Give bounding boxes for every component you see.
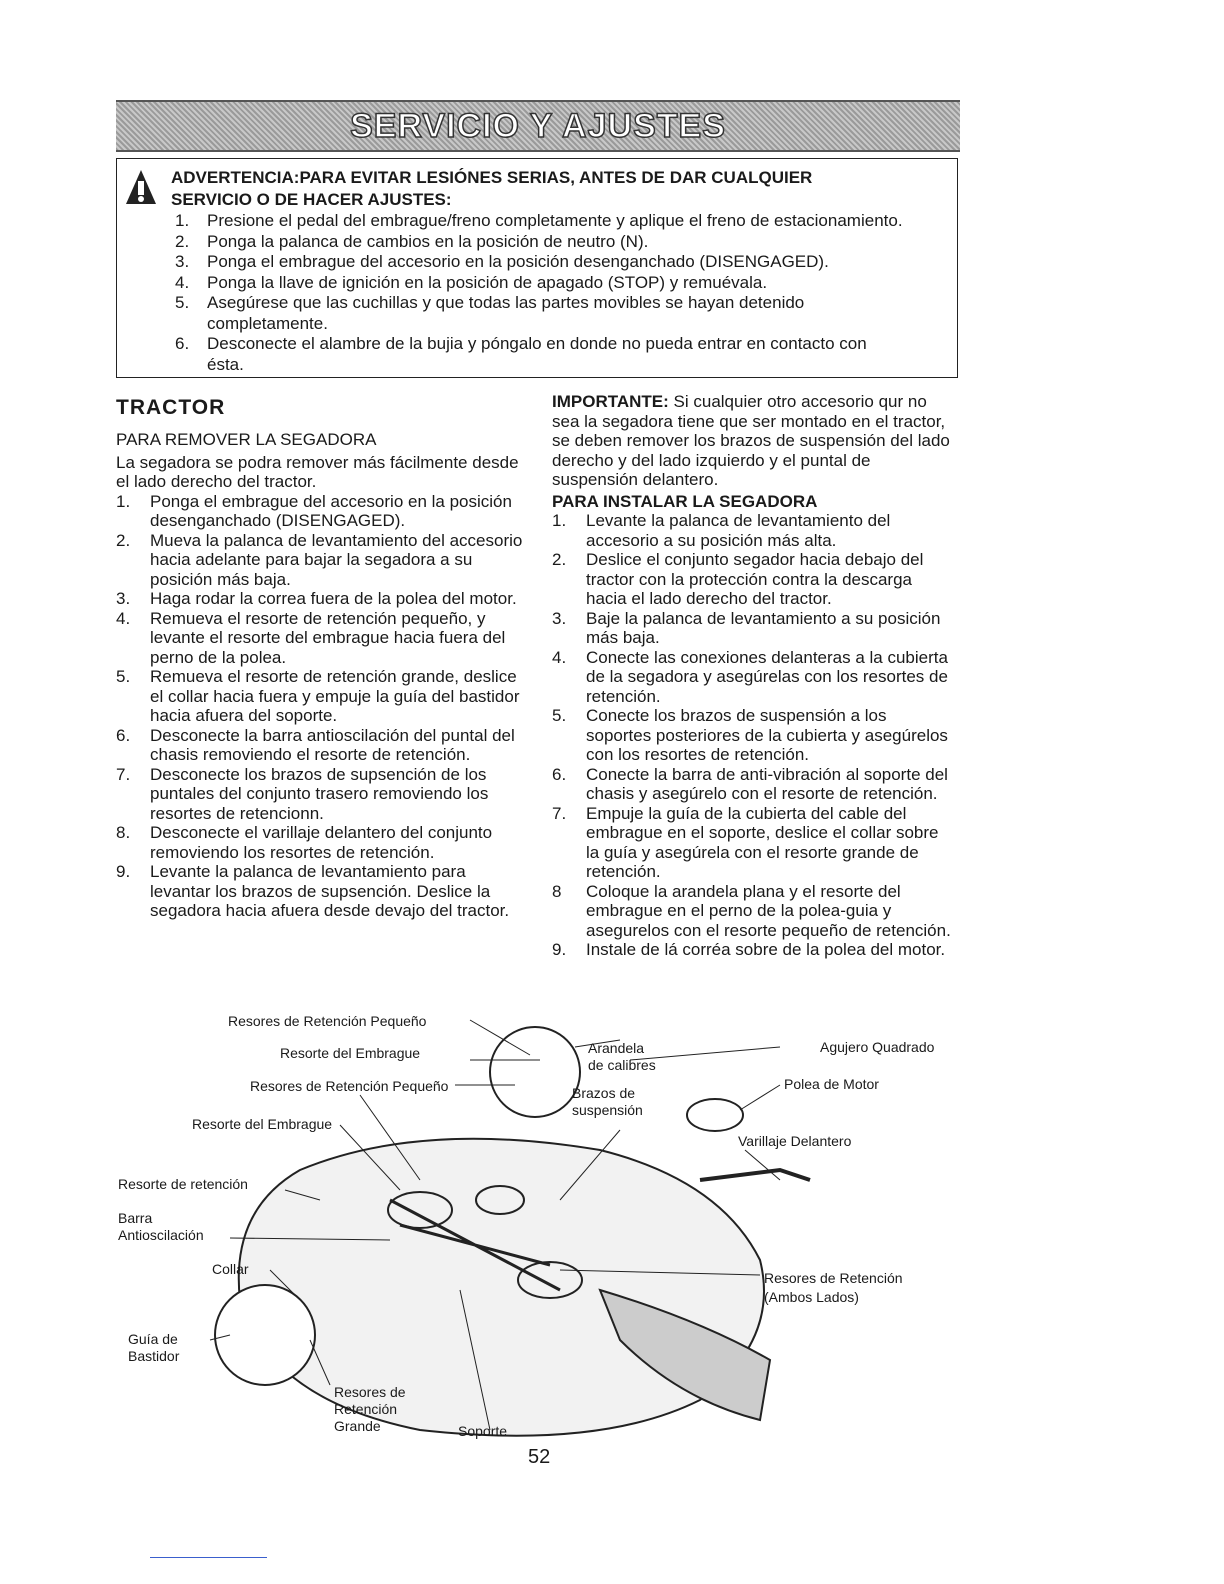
label-arandela: Arandela (588, 1040, 645, 1056)
item-text: Remueva el resorte de retención pequeño, y levante el resorte del embrague hacia fuera del perno de la polea. (150, 608, 506, 667)
item-number: 6. (116, 725, 131, 745)
item-text: Empuje la guía de la cubierta del cable del embrague en el soporte, deslice el collar sobre la guía y asegúrela con el resorte grande de retención. (586, 803, 939, 881)
item-text: Asegúrese que las cuchillas y que todas las partes movibles se hayan detenido completamente. (207, 293, 805, 333)
item-number: 3. (552, 608, 567, 628)
item-number: 2. (175, 231, 190, 251)
item-text: Ponga el embrague del accesorio en la posición desenganchado (DISENGAGED). (207, 252, 829, 271)
item-text: Ponga la llave de ignición en la posición de apagado (STOP) y remuévala. (207, 272, 768, 292)
item-number: 2. (116, 530, 131, 550)
section-title: SERVICIO Y AJUSTES (350, 106, 726, 145)
item-number: 4. (175, 272, 190, 292)
item-number: 5. (116, 667, 131, 686)
label-resores-grande: Grande (334, 1418, 381, 1434)
label-bastidor: Bastidor (128, 1348, 180, 1364)
label-resores-ambos: (Ambos Lados) (764, 1289, 859, 1305)
label-brazos: suspensión (572, 1102, 643, 1118)
label-brazos: Brazos de (572, 1085, 636, 1101)
item-number: 5. (175, 293, 190, 312)
item-text: Conecte las conexiones delanteras a la cubierta de la segadora y asegúrelas con los resortes de retención. (586, 647, 948, 706)
page-number: 52 (528, 1446, 551, 1468)
item-number: 1. (116, 491, 131, 511)
item-text: Coloque la arandela plana y el resorte del embrague en el perno de la polea-guia y asegurelos con el resorte pequeño de retención. (586, 881, 951, 940)
label-resorte-retencion: Resorte de retención (118, 1176, 248, 1192)
subheading: PARA REMOVER LA SEGADORA (116, 430, 377, 449)
item-number: 5. (552, 706, 567, 725)
label-resores-pequeno: Resores de Retención Pequeño (250, 1078, 449, 1094)
important-label: IMPORTANTE: (552, 392, 669, 411)
item-text: Desconecte la barra antioscilación del puntal del chasis removiendo el resorte de retención. (150, 725, 515, 764)
item-text: Desconecte el alambre de la bujia y póngalo en donde no pueda entrar en contacto con ésta. (207, 334, 867, 374)
item-text: Presione el pedal del embrague/freno completamente y aplique el freno de estacionamiento. (207, 211, 903, 230)
section-heading: TRACTOR (116, 396, 226, 419)
label-arandela: de calibres (588, 1057, 656, 1073)
item-text: Ponga la palanca de cambios en la posición de neutro (N). (207, 231, 649, 251)
item-number: 8. (116, 823, 131, 842)
item-text: Haga rodar la correa fuera de la polea del motor. (150, 589, 517, 608)
label-resores-grande: Resores de (334, 1384, 406, 1400)
item-text: Remueva el resorte de retención grande, deslice el collar hacia fuera y empuje la guía del bastidor hacia afuera del soporte. (150, 667, 520, 725)
important-text: Si cualquier otro accesorio qur no sea la segadora tiene que ser montado en el tractor, se deben remover los brazos de suspensión del lado derecho y del lado izquierdo y el puntal de suspensión delantero. (552, 392, 950, 489)
item-number: 3. (116, 589, 131, 608)
label-guia: Guía de (128, 1331, 178, 1347)
item-text: Instale de lá corréa sobre de la polea del motor. (586, 940, 946, 959)
item-text: Desconecte los brazos de supsención de los puntales del conjunto trasero removiendo los resortes de retencionn. (150, 764, 489, 823)
warning-title-line: SERVICIO O DE HACER AJUSTES: (171, 190, 452, 209)
label-resores-pequeno: Resores de Retención Pequeño (228, 1013, 427, 1029)
label-agujero: Agujero Quadrado (820, 1039, 935, 1055)
item-number: 1. (552, 511, 567, 530)
footer-line (150, 1557, 267, 1558)
item-number: 7. (552, 803, 567, 823)
item-number: 6. (552, 764, 567, 784)
label-soporte: Soporte (458, 1423, 508, 1439)
item-number: 4. (116, 608, 131, 628)
label-barra: Barra (118, 1210, 153, 1226)
warning-title-line: ADVERTENCIA:PARA EVITAR LESIÓNES SERIAS, ANTES DE DAR CUALQUIER (171, 168, 813, 187)
item-text: Desconecte el varillaje delantero del conjunto removiendo los resortes de retención. (150, 823, 493, 862)
item-text: Ponga el embrague del accesorio en la posición desenganchado (DISENGAGED). (150, 491, 512, 530)
item-number: 6. (175, 334, 190, 353)
item-number: 2. (552, 550, 567, 569)
item-text: Levante la palanca de levantamiento del accesorio a su posición más alta. (586, 511, 891, 550)
label-resorte-embrague: Resorte del Embrague (192, 1116, 333, 1132)
label-polea: Polea de Motor (784, 1076, 879, 1092)
label-resorte-embrague: Resorte del Embrague (280, 1045, 421, 1061)
label-varillaje: Varillaje Delantero (738, 1133, 852, 1149)
item-text: Deslice el conjunto segador hacia debajo del tractor con la protección contra la descarga hacia el lado derecho del tractor. (586, 550, 924, 608)
item-number: 4. (552, 647, 567, 667)
label-antioscilacion: Antioscilación (118, 1227, 204, 1243)
item-number: 9. (116, 862, 131, 881)
item-text: Conecte los brazos de suspensión a los soportes posteriores de la cubierta y asegúrelos con los resortes de retención. (586, 706, 948, 764)
item-number: 3. (175, 252, 190, 271)
item-number: 9. (552, 940, 567, 959)
intro-text: La segadora se podra remover más fácilmente desde el lado derecho del tractor. (116, 452, 519, 491)
label-collar: Collar (212, 1261, 249, 1277)
label-resores-grande: Retención (334, 1401, 398, 1417)
item-number: 8 (552, 881, 562, 901)
item-text: Levante la palanca de levantamiento para levantar los brazos de supsención. Deslice la segadora hacia afuera desde devajo del tractor. (150, 862, 510, 920)
item-number: 7. (116, 764, 131, 784)
item-text: Conecte la barra de anti-vibración al soporte del chasis y asegúrelo con el resorte de retención. (586, 764, 948, 803)
subheading: PARA INSTALAR LA SEGADORA (552, 491, 818, 511)
label-resores-ambos: Resores de Retención (764, 1270, 903, 1286)
item-number: 1. (175, 211, 190, 230)
item-text: Mueva la palanca de levantamiento del accesorio hacia adelante para bajar la segadora a su posición más baja. (150, 530, 523, 589)
item-text: Baje la palanca de levantamiento a su posición más baja. (586, 608, 941, 647)
